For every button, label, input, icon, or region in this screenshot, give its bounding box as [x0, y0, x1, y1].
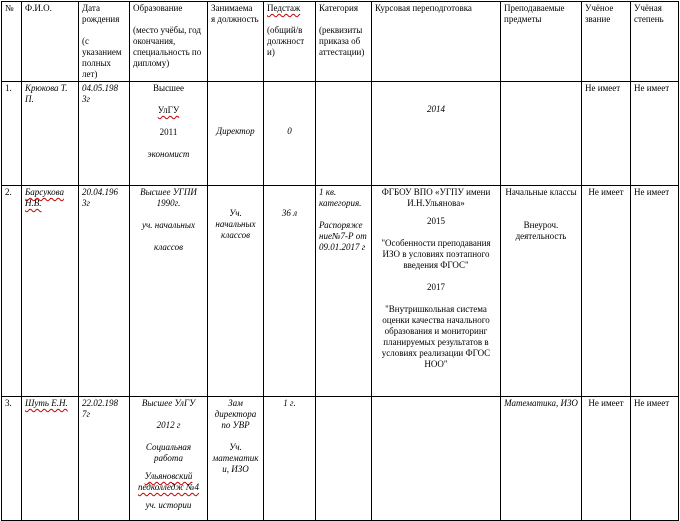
staff-table [1, 1, 679, 521]
row-position: Директор [208, 82, 264, 186]
edu-line: Социальная работа [145, 442, 192, 463]
header-pos-b: я должность [211, 14, 259, 24]
header-num: № [2, 2, 22, 82]
table-row [2, 82, 679, 186]
row-stazh: 1 г. [264, 397, 316, 521]
course-line: "Особенности преподавания ИЗО в условиях поэтапного введения ФГОС" [381, 238, 491, 270]
row-course: 2014 [372, 82, 501, 186]
row-fio: Крюкова Т. П. [22, 82, 79, 186]
row-stazh: 36 л [264, 186, 316, 397]
row-rank: Не имеет [582, 82, 631, 186]
subject-line: Начальные классы [505, 187, 577, 197]
header-degree: Учёная степень [631, 2, 679, 82]
row-position: Уч. начальных классов [208, 186, 264, 397]
row-dob: 20.04.196 3г [79, 186, 130, 397]
fio-text: Шуть Е.Н. [25, 398, 68, 408]
edu-line: Высшее УГПИ 1990г. [140, 187, 197, 208]
header-category [316, 2, 372, 82]
row-rank: Не имеет [582, 397, 631, 521]
course-line: 2017 [427, 282, 445, 292]
row-num: 2. [2, 186, 22, 397]
position-line: Зам директора по УВР [214, 398, 257, 430]
course-line: 2015 [427, 216, 445, 226]
table-row [2, 397, 679, 521]
row-subjects [501, 82, 582, 186]
row-education [130, 397, 208, 521]
course-line: "Внутришкольная система оценки качества начального образования и мониторинг планируемых результатов в условиях реализации ФГОС НОО" [381, 304, 491, 369]
edu-line: 2011 [159, 127, 178, 137]
edu-line: экономист [147, 149, 190, 159]
edu-line: уч. начальных [141, 220, 195, 230]
header-row [2, 2, 679, 82]
row-num: 3. [2, 397, 22, 521]
header-course: Курсовая переподготовка [372, 2, 501, 82]
header-dob [79, 2, 130, 82]
position-line: Уч. математики, ИЗО [212, 442, 259, 474]
header-rank: Учёное звание [582, 2, 631, 82]
category-line: 1 кв. категория. [319, 187, 362, 208]
row-category [316, 397, 372, 521]
header-position [208, 2, 264, 82]
header-edu-title: Образование [133, 3, 183, 13]
row-education [130, 186, 208, 397]
row-category [316, 82, 372, 186]
row-course [372, 186, 501, 397]
header-cat-title: Категория [319, 3, 358, 13]
header-education [130, 2, 208, 82]
row-degree: Не имеет [631, 397, 679, 521]
row-stazh: 0 [264, 82, 316, 186]
edu-line: 2012 г [156, 420, 181, 430]
header-dob-note: (с указанием полных лет) [82, 36, 122, 79]
header-dob-title: Дата рождения [82, 3, 120, 24]
category-line: Распоряже ние№7-Р от 09.01.2017 г [319, 220, 367, 252]
row-num: 1. [2, 82, 22, 186]
header-stazh-note: (общий/в должност и) [267, 25, 305, 57]
edu-line: классов [153, 242, 184, 252]
header-stazh-title: Педстаж [267, 3, 301, 13]
row-rank: Не имеет [582, 186, 631, 397]
subject-line: Внеуроч. деятельность [515, 220, 567, 241]
row-dob: 04.05.198 3г [79, 82, 130, 186]
header-edu-note: (место учёбы, год окончания, специальность по диплому) [133, 25, 202, 68]
row-degree: Не имеет [631, 186, 679, 397]
row-category [316, 186, 372, 397]
table-row [2, 186, 679, 397]
header-pos-a: Занимаема [211, 3, 253, 13]
edu-line: уч. истории [145, 500, 192, 510]
row-degree: Не имеет [631, 82, 679, 186]
row-course [372, 397, 501, 521]
course-line: ФГБОУ ВПО «УГПУ имени И.Н.Ульянова» [381, 187, 491, 208]
row-position [208, 397, 264, 521]
row-dob: 22.02.198 7г [79, 397, 130, 521]
row-fio [22, 186, 79, 397]
edu-line: Высшее УлГУ [141, 398, 196, 408]
edu-line: УлГУ [157, 105, 180, 115]
row-education [130, 82, 208, 186]
fio-text: Барсукова Н.В. [25, 187, 64, 208]
header-subjects: Преподаваемые предметы [501, 2, 582, 82]
header-stazh [264, 2, 316, 82]
row-subjects [501, 186, 582, 397]
row-fio [22, 397, 79, 521]
edu-line: Высшее [153, 83, 184, 93]
edu-line: Ульяновский педколледж №4 [138, 471, 199, 492]
header-fio: Ф.И.О. [22, 2, 79, 82]
row-subjects: Математика, ИЗО [501, 397, 582, 521]
header-cat-note: (реквизиты приказа об аттестации) [319, 25, 365, 57]
